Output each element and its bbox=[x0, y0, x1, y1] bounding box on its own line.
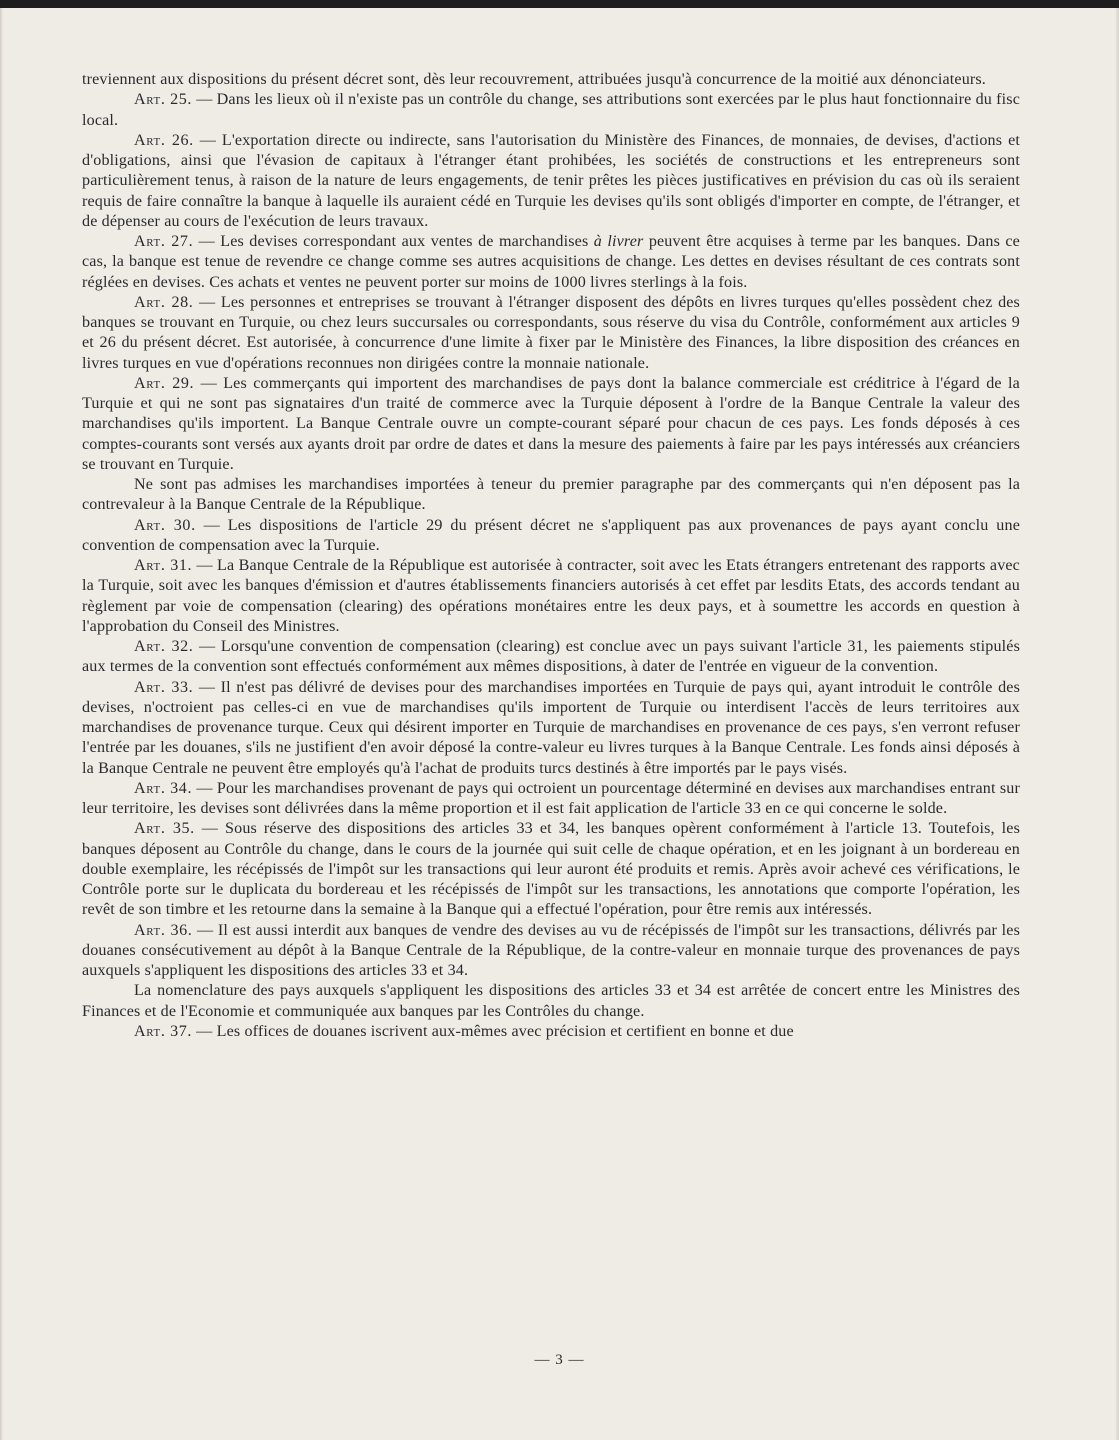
article-label: Art. 35. bbox=[134, 820, 195, 838]
article-text: Les dispositions de l'article 29 du présent décret ne s'appliquent pas aux provenances de pays ayant conclu une convention de compensation avec la Turquie. bbox=[82, 516, 1020, 554]
article-label: Art. 36. bbox=[134, 921, 193, 939]
article-29-paragraph-2 bbox=[82, 475, 1020, 516]
paragraph-text: Ne sont pas admises les marchandises importées à teneur du premier paragraphe par des commerçants qui n'en déposent pas la contrevaleur à la Banque Centrale de la République. bbox=[82, 476, 1020, 514]
article-dash: — bbox=[198, 678, 216, 696]
scan-top-border bbox=[0, 0, 1119, 8]
article-label: Art. 26. bbox=[134, 131, 194, 149]
article-label: Art. 29. bbox=[134, 374, 195, 392]
article-label: Art. 30. bbox=[134, 516, 196, 534]
article-dash: — bbox=[196, 1022, 213, 1040]
article-text: Les personnes et entreprises se trouvant à l'étranger disposent des dépôts en livres turques qu'elles possèdent chez des banques se trouvant en Turquie, ou chez leurs succursales ou correspondants, sous réserve du visa du Contrôle, conformément aux articles 9 et 26 du présent décret. Est autorisée, à concurrence d'une limite à fixer par le Ministère des Finances, la libre disposition des créances en livres turques en vue d'opérations reconnues non dirigées contre la monnaie nationale. bbox=[82, 293, 1020, 372]
article-dash: — bbox=[201, 820, 219, 838]
article-label: Art. 27. bbox=[134, 233, 194, 250]
article-text: Pour les marchandises provenant de pays qui octroient un pourcentage déterminé en devises aux marchandises entrant sur leur territoire, les devises sont délivrées dans la même proportion et il est fait application de l'article 33 en ce qui concerne le solde. bbox=[82, 779, 1020, 817]
article-text: Les commerçants qui importent des marchandises de pays dont la balance commerciale est créditrice à l'égard de la Turquie et qui ne sont pas signataires d'un traité de commerce avec la Turquie déposent à l'ordre de la Banque Centrale la valeur des marchandises qu'ils importent. La Banque Centrale ouvre un compte-courant séparé pour chacun de ces pays. Les fonds déposés à ces comptes-courants sont versés aux ayants droit par ordre de dates et dans la mesure des paiements à faire par les pays intéressés aux créanciers se trouvant en Turquie. bbox=[82, 374, 1020, 473]
article-25 bbox=[82, 90, 1020, 131]
article-text: Lorsqu'une convention de compensation (clearing) est conclue avec un pays suivant l'article 31, les paiements stipulés aux termes de la convention sont effectués conformément aux mêmes dispositions, à dater de l'entrée en vigueur de la convention. bbox=[82, 638, 1020, 676]
article-dash: — bbox=[196, 91, 213, 109]
article-dash: — bbox=[196, 557, 213, 574]
page-number: — 3 — bbox=[534, 1352, 585, 1368]
article-26 bbox=[82, 131, 1020, 232]
article-label: Art. 33. bbox=[134, 678, 194, 696]
article-dash: — bbox=[199, 638, 216, 655]
document-body bbox=[82, 70, 1020, 1042]
article-34 bbox=[82, 779, 1020, 820]
article-text: Dans les lieux où il n'existe pas un contrôle du change, ses attributions sont exercées par le plus haut fonctionnaire du fisc local. bbox=[82, 91, 1021, 129]
paragraph-continuation bbox=[82, 70, 1020, 90]
article-label: Art. 25. bbox=[134, 91, 192, 109]
opening-text: treviennent aux dispositions du présent décret sont, dès leur recouvrement, attribuées jusqu'à concurrence de la moitié aux dénonciateurs. bbox=[82, 71, 986, 88]
article-label: Art. 31. bbox=[134, 557, 193, 574]
article-37 bbox=[82, 1022, 1020, 1042]
article-33 bbox=[82, 678, 1020, 779]
article-35 bbox=[82, 819, 1020, 920]
article-dash: — bbox=[197, 921, 214, 939]
article-label: Art. 28. bbox=[134, 293, 194, 311]
paragraph-text: La nomenclature des pays auxquels s'appliquent les dispositions des articles 33 et 34 est arrêtée de concert entre les Ministres des Finances et de l'Economie et communiquée aux banques par les Contrôles du change. bbox=[82, 982, 1020, 1020]
article-text: Les offices de douanes iscrivent aux-mêmes avec précision et certifient en bonne et due bbox=[216, 1022, 794, 1040]
scan-right-edge bbox=[1115, 8, 1119, 1440]
article-36 bbox=[82, 921, 1020, 982]
article-label: Art. 34. bbox=[134, 779, 193, 797]
article-27 bbox=[82, 232, 1020, 293]
article-italic-text: à livrer bbox=[593, 233, 644, 250]
article-text: La Banque Centrale de la République est autorisée à contracter, soit avec les Etats étrangers entretenant des rapports avec la Turquie, soit avec les banques d'émission et d'autres établissements financiers autorisés à cet effet par lesdits Etats, des accords tendant au règlement par voie de compensation (clearing) des opérations monétaires entre les deux pays, et à soumettre les accords en question à l'approbation du Conseil des Ministres. bbox=[82, 557, 1020, 635]
article-36-paragraph-2 bbox=[82, 981, 1020, 1022]
article-label: Art. 32. bbox=[134, 638, 194, 655]
article-28 bbox=[82, 293, 1020, 374]
article-dash: — bbox=[199, 131, 216, 149]
article-dash: — bbox=[196, 779, 213, 797]
article-label: Art. 37. bbox=[134, 1022, 192, 1040]
article-32 bbox=[82, 637, 1020, 678]
article-dash: — bbox=[199, 293, 216, 311]
article-30 bbox=[82, 516, 1020, 557]
article-text: Il est aussi interdit aux banques de vendre des devises au vu de récépissés de l'impôt sur les transactions, délivrés par les douanes consécutivement au dépôt à la Banque Centrale de la République, de la contre-valeur en monnaie turque des provenances de pays auxquels s'appliquent les dispositions des articles 33 et 34. bbox=[82, 921, 1020, 979]
article-text: Sous réserve des dispositions des articles 33 et 34, les banques opèrent conformément à l'article 13. Toutefois, les banques déposent au Contrôle du change, dans le cours de la journée qui suit celle de chaque opération, et en les joignant à un bordereau en double exemplaire, les récépissés de l'impôt sur les transactions qui leur auront été produits et remis. Après avoir achevé ces vérifications, le Contrôle porte sur le duplicata du bordereau et les récépissés de l'impôt sur les transactions, les annotations que comporte l'opération, les revêt de son timbre et les retourne dans la semaine à la Banque qui a effectué l'opération, pour être remis aux intéressés. bbox=[82, 820, 1021, 919]
article-text-continued: peuvent être acquises à terme par les banques. Dans ce cas, la banque est tenue de revendre ce change comme ses autres acquisitions de change. Les dettes en devises résultant de ces contrats sont réglées en devises. Ces achats et ventes ne peuvent porter sur moins de 1000 livres sterlings à la fois. bbox=[82, 233, 1020, 291]
article-dash: — bbox=[203, 516, 220, 534]
article-dash: — bbox=[200, 374, 217, 392]
article-text: Les devises correspondant aux ventes de marchandises bbox=[220, 233, 589, 250]
article-29 bbox=[82, 374, 1020, 475]
article-text: Il n'est pas délivré de devises pour des marchandises importées en Turquie de pays qui, ayant introduit le contrôle des devises, n'octroient pas celles-ci en vue de marchandises qu'ils importent de Turquie ou interdisent l'accès de leurs territoires aux marchandises de provenance turque. Ceux qui désirent importer en Turquie de marchandises en provenance de ces pays, s'en verront refuser l'entrée par les douanes, s'ils ne justifient d'en avoir déposé la contre-valeur eu livres turques à la Banque Centrale. Les fonds ainsi déposés à la Banque Centrale ne peuvent être employés qu'à l'achat de produits turcs destinés à être importés par le pays visés. bbox=[82, 678, 1020, 777]
article-dash: — bbox=[198, 233, 215, 250]
scan-left-edge bbox=[0, 8, 3, 1440]
article-text: L'exportation directe ou indirecte, sans l'autorisation du Ministère des Finances, de monnaies, de devises, d'actions et d'obligations, ainsi que l'évasion de capitaux à l'étranger étant prohibées, les sociétés de constructions et les entrepreneurs sont particulièrement tenus, à raison de la nature de leurs engagements, de tenir prêtes les pièces justificatives en prévision du cas où ils seraient requis de faire connaître la banque à laquelle ils auraient cédé en Turquie les devises qu'ils sont obligés d'importer en compte, de l'étranger, et de dépenser au cours de l'exécution de leurs travaux. bbox=[82, 131, 1020, 230]
article-31 bbox=[82, 556, 1020, 637]
